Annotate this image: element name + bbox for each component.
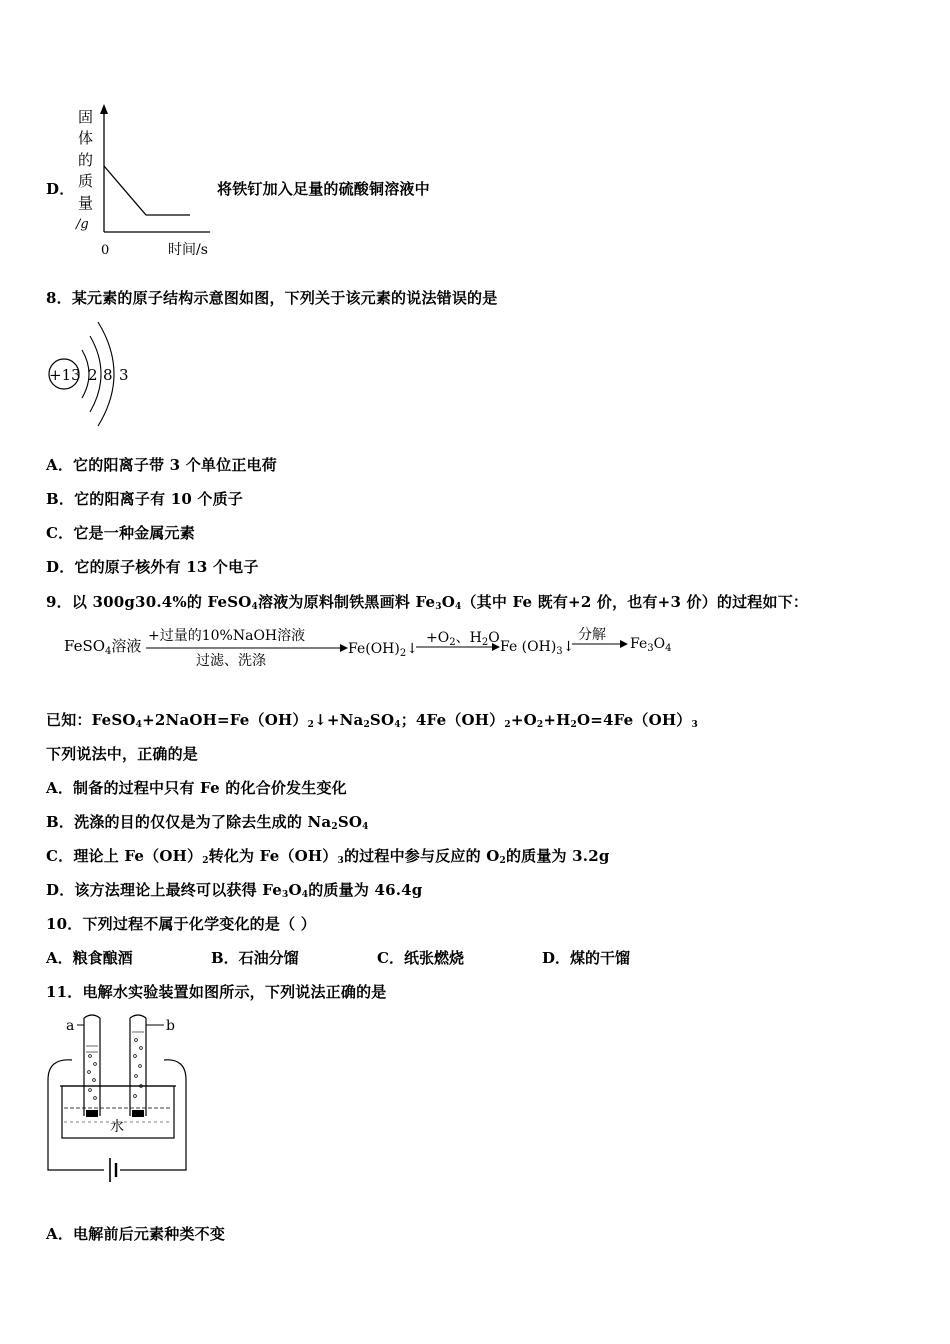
tube-a-gas-bubbles bbox=[88, 1055, 97, 1100]
q9-option-b: B．洗涤的目的仅仅是为了除去生成的 $Na_2SO_4$ bbox=[46, 813, 369, 832]
flow-mid2: Fe $(OH)_3↓$ bbox=[500, 639, 575, 657]
mass-curve bbox=[104, 166, 190, 215]
y-axis-char-4: 量 bbox=[78, 194, 94, 212]
shell-electrons-2: 8 bbox=[103, 366, 113, 384]
q10-option-d: D．煤的干馏 bbox=[542, 949, 631, 967]
tube-b-gas-bubbles bbox=[134, 1039, 143, 1098]
flow-start: FeSO$_4$溶液 bbox=[64, 637, 142, 657]
electrode-b bbox=[132, 1110, 144, 1117]
origin-label: 0 bbox=[101, 243, 110, 258]
q9-prompt: 下列说法中，正确的是 bbox=[46, 745, 199, 763]
tube-a bbox=[84, 1015, 100, 1116]
x-axis-label: 时间/s bbox=[168, 242, 208, 258]
y-axis-char-2: 的 bbox=[78, 151, 94, 169]
flow-arrow1-top: +过量的10%NaOH溶液 bbox=[148, 628, 306, 644]
atom-structure-diagram bbox=[44, 314, 154, 434]
q8-option-c: C．它是一种金属元素 bbox=[46, 524, 195, 542]
y-axis-char-3: 质 bbox=[78, 172, 94, 190]
electrode-a bbox=[86, 1110, 98, 1117]
q8-option-a: A．它的阳离子带 3 个单位正电荷 bbox=[46, 456, 277, 474]
flow-arrow3-top: 分解 bbox=[578, 627, 606, 643]
electrolysis-apparatus bbox=[44, 1010, 194, 1195]
tube-a-label: a bbox=[66, 1018, 75, 1034]
flow-arrow1-bottom: 过滤、洗涤 bbox=[196, 653, 266, 669]
q9-process-flow bbox=[60, 622, 680, 670]
q10-stem: 10．下列过程不属于化学变化的是（ ） bbox=[46, 915, 316, 933]
shell-electrons-1: 2 bbox=[88, 366, 98, 384]
y-axis-char-0: 固 bbox=[78, 108, 94, 126]
flow-mid1: $Fe(OH)_2↓$ bbox=[348, 641, 418, 659]
y-axis-arrow bbox=[100, 104, 108, 114]
q9-option-a: A．制备的过程中只有 Fe 的化合价发生变化 bbox=[46, 779, 347, 797]
q11-stem: 11．电解水实验装置如图所示，下列说法正确的是 bbox=[46, 983, 387, 1001]
q10-option-a: A．粮食酿酒 bbox=[46, 949, 133, 967]
q7-mass-time-graph bbox=[70, 102, 220, 262]
q7-option-d-label: D． bbox=[46, 180, 75, 198]
q11-option-a: A．电解前后元素种类不变 bbox=[46, 1225, 226, 1243]
nucleus-charge: +13 bbox=[49, 366, 81, 384]
shell-electrons-3: 3 bbox=[119, 366, 129, 384]
flow-arrow2-top: $+O_2$、$H_2O$ bbox=[426, 630, 500, 648]
q7-option-d-text: 将铁钉加入足量的硫酸铜溶液中 bbox=[217, 180, 430, 198]
flow-end: $Fe_3O_4$ bbox=[630, 636, 672, 654]
water-label: 水 bbox=[110, 1119, 124, 1135]
y-axis-unit: /g bbox=[76, 217, 89, 232]
q9-option-c: C．理论上 $Fe(OH)_2$转化为 $Fe(OH)_3$的过程中参与反应的 $O_2$的质量为 3.2g bbox=[46, 847, 610, 866]
q9-option-d: D．该方法理论上最终可以获得 $Fe_3O_4$的质量为 46.4g bbox=[46, 881, 423, 900]
q9-known-equations: 已知：$FeSO_4+2NaOH=Fe(OH)_2↓+Na_2SO_4$；$4Fe(OH)_2+O_2+H_2O=4Fe(OH)_3$ bbox=[46, 711, 698, 730]
tube-b bbox=[130, 1015, 146, 1116]
tube-b-label: b bbox=[166, 1018, 175, 1034]
q8-stem: 8．某元素的原子结构示意图如图，下列关于该元素的说法错误的是 bbox=[46, 289, 498, 307]
q8-option-b: B．它的阳离子有 10 个质子 bbox=[46, 490, 243, 508]
y-axis-char-1: 体 bbox=[78, 129, 94, 147]
q10-option-c: C．纸张燃烧 bbox=[377, 949, 464, 967]
q10-option-b: B．石油分馏 bbox=[211, 949, 299, 967]
q8-option-d: D．它的原子核外有 13 个电子 bbox=[46, 558, 259, 576]
q9-stem: 9．以 300g30.4%的 FeSO$_4$溶液为原料制铁黑画料 $Fe_3O_4$（其中 Fe 既有+2 价，也有+3 价）的过程如下： bbox=[46, 593, 809, 612]
